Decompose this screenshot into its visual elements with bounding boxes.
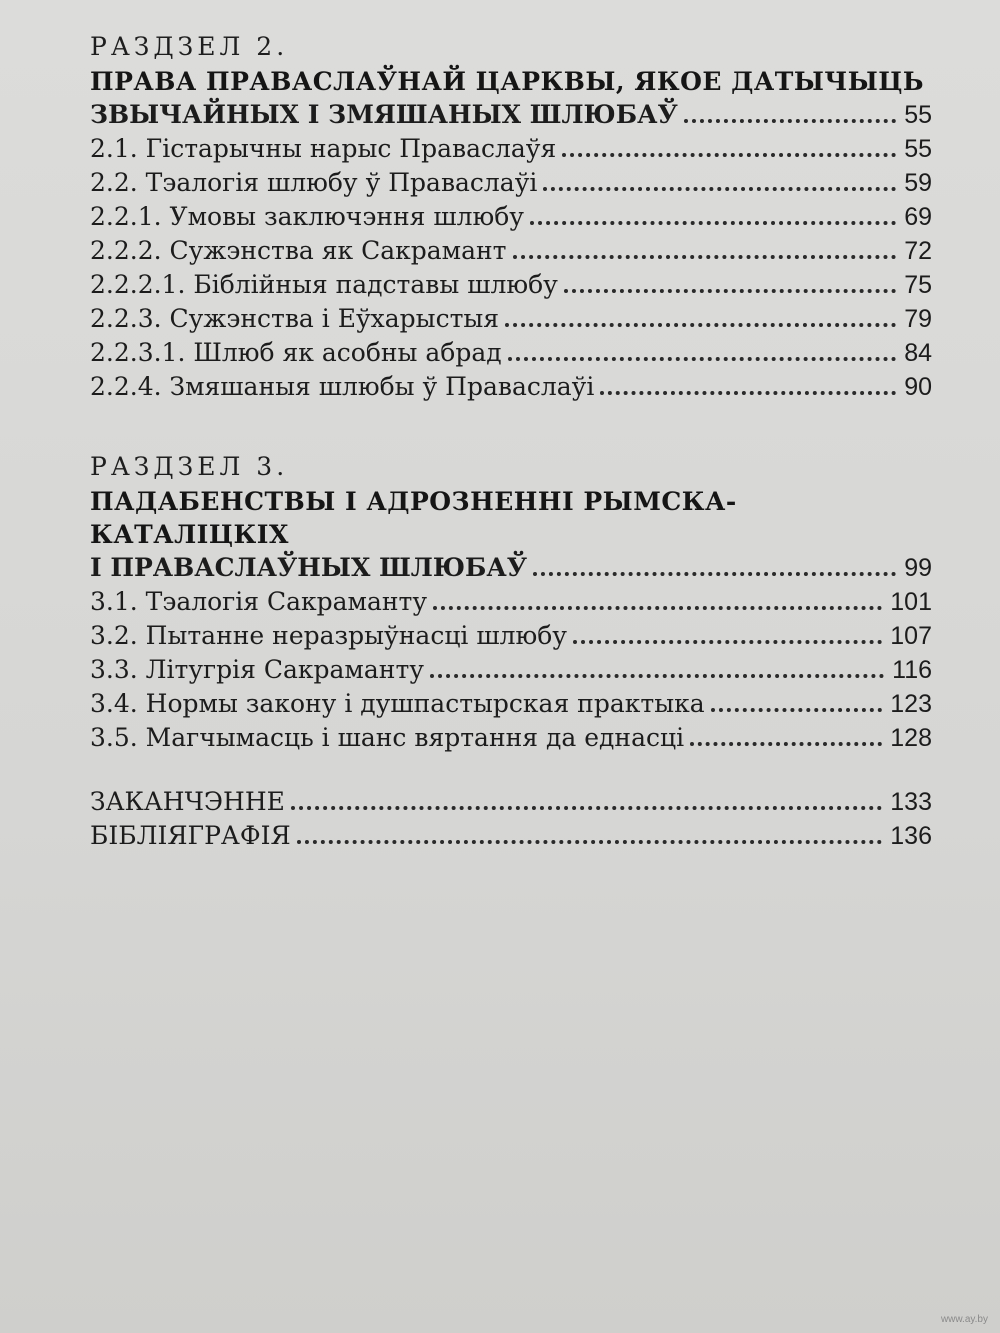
section-3-label: РАЗДЗЕЛ 3. <box>90 452 289 481</box>
table-of-contents <box>90 20 932 853</box>
page-number: 55 <box>904 135 932 163</box>
section-3-title-line2: І ПРАВАСЛАЎНЫХ ШЛЮБАЎ <box>90 553 528 582</box>
page-number: 55 <box>904 101 932 129</box>
toc-row <box>90 653 932 687</box>
toc-entry: 2.2.1. Умовы заключэння шлюбу <box>90 202 525 231</box>
toc-entry: 3.5. Магчымасць і шанс вяртання да еднасці <box>90 723 685 752</box>
dot-leader <box>530 201 896 225</box>
toc-entry: 2.2. Тэалогія шлюбу ў Праваслаўі <box>90 168 538 197</box>
toc-row <box>90 336 932 370</box>
toc-entry: 2.2.2. Сужэнства як Сакрамант <box>90 236 507 265</box>
toc-row <box>90 132 932 166</box>
page-number: 101 <box>890 588 932 616</box>
dot-leader <box>562 133 896 157</box>
toc-entry: 3.4. Нормы закону і душпастырская практыка <box>90 689 705 718</box>
section-2-label: РАЗДЗЕЛ 2. <box>90 32 289 61</box>
page-number: 107 <box>890 622 932 650</box>
page-number: 136 <box>890 822 932 850</box>
dot-leader <box>684 99 896 123</box>
dot-leader <box>297 820 883 844</box>
dot-leader <box>513 235 897 259</box>
toc-row <box>90 819 932 853</box>
toc-row <box>90 200 932 234</box>
page-number: 69 <box>904 203 932 231</box>
toc-entry: 3.2. Пытанне неразрыўнасці шлюбу <box>90 621 568 650</box>
page-number: 99 <box>904 554 932 582</box>
site-watermark: www.ay.by <box>940 1314 988 1325</box>
toc-row <box>90 687 932 721</box>
toc-entry: 2.2.2.1. Біблійныя падставы шлюбу <box>90 270 558 299</box>
dot-leader <box>573 620 882 644</box>
toc-row <box>90 302 932 336</box>
bibliography-entry: БІБЛІЯГРАФІЯ <box>90 821 291 850</box>
page-number: 84 <box>904 339 932 367</box>
toc-row <box>90 166 932 200</box>
dot-leader <box>430 654 884 678</box>
toc-row <box>90 785 932 819</box>
toc-row <box>90 370 932 404</box>
toc-row <box>90 234 932 268</box>
section-3-title-line1: ПАДАБЕНСТВЫ І АДРОЗНЕННІ РЫМСКА-КАТАЛІЦКІХ <box>90 487 737 549</box>
dot-leader <box>600 371 896 395</box>
toc-row <box>90 585 932 619</box>
section-2-title-line1: ПРАВА ПРАВАСЛАЎНАЙ ЦАРКВЫ, ЯКОЕ ДАТЫЧЫЦЬ <box>90 67 925 96</box>
dot-leader <box>508 337 897 361</box>
conclusion-entry: ЗАКАНЧЭННЕ <box>90 787 285 816</box>
toc-entry: 2.2.3. Сужэнства і Еўхарыстыя <box>90 304 500 333</box>
page-number: 59 <box>904 169 932 197</box>
toc-entry: 2.1. Гістарычны нарыс Праваслаўя <box>90 134 557 163</box>
page-number: 79 <box>904 305 932 333</box>
dot-leader <box>690 722 882 746</box>
spacer <box>90 404 932 440</box>
toc-row <box>90 551 932 585</box>
page-number: 116 <box>892 656 932 684</box>
toc-row <box>90 619 932 653</box>
dot-leader <box>533 552 896 576</box>
toc-row <box>90 268 932 302</box>
toc-entry: 3.1. Тэалогія Сакраманту <box>90 587 428 616</box>
dot-leader <box>291 786 882 810</box>
section-2-title-line2: ЗВЫЧАЙНЫХ І ЗМЯШАНЫХ ШЛЮБАЎ <box>90 100 678 129</box>
page-number: 90 <box>904 373 932 401</box>
dot-leader <box>564 269 896 293</box>
page-number: 72 <box>904 237 932 265</box>
page-number: 133 <box>890 788 932 816</box>
dot-leader <box>543 167 896 191</box>
toc-row <box>90 98 932 132</box>
toc-entry: 3.3. Літугрія Сакраманту <box>90 655 424 684</box>
spacer <box>90 755 932 785</box>
page-number: 75 <box>904 271 932 299</box>
page-number: 128 <box>890 724 932 752</box>
dot-leader <box>433 586 882 610</box>
toc-row <box>90 721 932 755</box>
toc-entry: 2.2.4. Змяшаныя шлюбы ў Праваслаўі <box>90 372 595 401</box>
dot-leader <box>505 303 896 327</box>
page-number: 123 <box>890 690 932 718</box>
toc-entry: 2.2.3.1. Шлюб як асобны абрад <box>90 338 502 367</box>
dot-leader <box>711 688 883 712</box>
